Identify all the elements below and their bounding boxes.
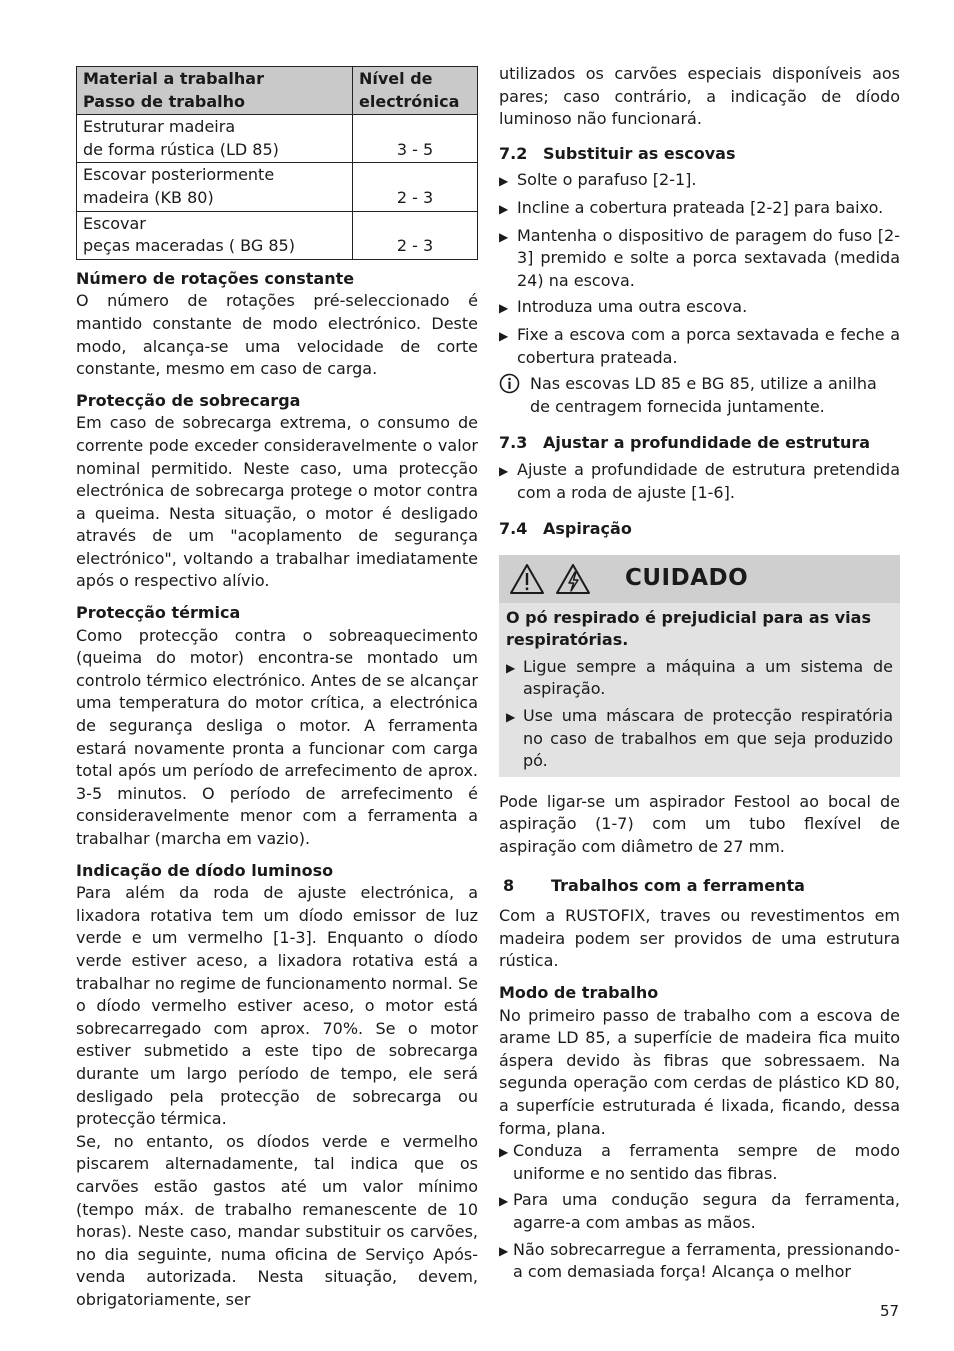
work-mode-heading: Modo de trabalho: [499, 983, 659, 1002]
list-item: [499, 225, 900, 293]
section-title: Aspiração: [543, 519, 632, 539]
led-text-1: Para além da roda de ajuste electrónica, a lixadora rotativa tem um díodo emissor de luz verde e um vermelho [1-3]. Enquanto o díodo verde estiver aceso, a lixadora rotativa está a trabalhar no regime de funcionamento normal. Se o díodo vermelho estiver aceso, o motor está sobrecarregado com aprox. 70%. Se o motor estiver submetido a este tipo de sobrecarga durante um largo período de tempo, ele será desligado pela protecção de sobrecarga ou protecção térmica.: [76, 883, 478, 1129]
header-material: Material a trabalhar Passo de trabalho: [77, 67, 353, 115]
list-item-text: Mantenha o dispositivo de paragem do fuso [2-3] premido e solte a porca sextavada (medida 24) na escova.: [517, 225, 900, 290]
list-item-text: Fixe a escova com a porca sextavada e feche a cobertura prateada.: [517, 324, 900, 367]
thermal-heading: Protecção térmica: [76, 603, 241, 623]
continued-text: utilizados os carvões especiais disponíveis aos pares; caso contrário, a indicação de díodo luminoso não funcionará.: [499, 64, 900, 129]
list-item: [499, 324, 900, 369]
table-row: [77, 163, 478, 211]
bullet-arrow-icon: ▶: [499, 1194, 509, 1209]
row-level: 2 - 3: [353, 163, 478, 211]
info-note: [499, 373, 900, 418]
section-title: Substituir as escovas: [543, 143, 736, 163]
led-text-2: Se, no entanto, os díodos verde e vermelho piscarem alternadamente, tal indica que os carvões estão gastos até um valor mínimo (tempo máx. de trabalho remanescente de 10 horas). Neste caso, mandar substituir os carvões, no dia seguinte, numa oficina de Serviço Após-venda autorizada. Nesta situação, devem, obrigatoriamente, ser: [76, 1131, 478, 1309]
warning-header: [499, 555, 900, 603]
list-item: [499, 1140, 900, 1185]
section-number: 8: [503, 875, 515, 895]
list-item-text: Conduza a ferramenta sempre de modo uniforme e no sentido das fibras.: [513, 1141, 900, 1183]
list-item-text: Ligue sempre a máquina a um sistema de aspiração.: [523, 656, 893, 699]
list-item: [506, 656, 893, 701]
section-8-heading: [499, 875, 900, 898]
bullet-arrow-icon: ▶: [499, 1243, 509, 1258]
electronics-table: [76, 66, 478, 260]
section-number: 7.2: [499, 143, 528, 163]
bullet-arrow-icon: ▶: [499, 1145, 509, 1160]
list-item-text: Não sobrecarregue a ferramenta, pressionando-a com demasiada força! Alcança o melhor: [513, 1239, 900, 1282]
work-mode-text: No primeiro passo de trabalho com a escova de arame LD 85, a superfície de madeira fica muito áspera devido às fibras que sobressaem. Na segunda operação com cerdas de plástico KD 80, a superfície estruturada é lixada, ficando, dessa forma, plana.: [499, 1005, 900, 1138]
section-number: 7.4: [499, 519, 528, 539]
warning-triangle-icon: [509, 563, 545, 595]
row-material: Escovar peças maceradas ( BG 85): [77, 211, 353, 259]
info-icon: [499, 373, 530, 418]
list-item-text: Incline a cobertura prateada [2-2] para baixo.: [517, 197, 884, 217]
section-8-text: Com a RUSTOFIX, traves ou revestimentos em madeira podem ser providos de uma estrutura rústica.: [499, 906, 900, 971]
list-item: [506, 705, 893, 773]
section-7-2-heading: [499, 143, 900, 166]
header-level: Nível de electrónica: [353, 67, 478, 115]
row-material: Estruturar madeira de forma rústica (LD 85): [77, 115, 353, 163]
section-number: 7.3: [499, 433, 528, 453]
left-column: [76, 66, 478, 1311]
led-heading: Indicação de díodo luminoso: [76, 860, 334, 880]
warning-title: CUIDADO: [625, 565, 749, 592]
list-item-text: Solte o parafuso [2-1].: [517, 170, 697, 190]
bullet-arrow-icon: ▶: [499, 328, 509, 343]
bullet-arrow-icon: ▶: [499, 201, 509, 216]
info-text: Nas escovas LD 85 e BG 85, utilize a anilha de centragem fornecida juntamente.: [530, 374, 877, 416]
constant-speed-heading: Número de rotações constante: [76, 268, 355, 288]
aspiration-text: Pode ligar-se um aspirador Festool ao bocal de aspiração (1-7) com um tubo flexível de aspiração com diâmetro de 27 mm.: [499, 791, 900, 857]
list-item-text: Ajuste a profundidade de estrutura pretendida com a roda de ajuste [1-6].: [517, 459, 900, 502]
constant-speed-text: O número de rotações pré-seleccionado é mantido constante de modo electrónico. Deste modo, alcança-se uma velocidade de corte constante, mesmo em caso de carga.: [76, 291, 478, 379]
bullet-arrow-icon: ▶: [506, 710, 516, 725]
page-number: 57: [880, 1302, 900, 1320]
list-item: [499, 169, 900, 193]
section-7-3-heading: [499, 432, 900, 455]
row-level: 2 - 3: [353, 211, 478, 259]
list-item: [499, 459, 900, 504]
section-7-4-heading: [499, 518, 900, 541]
list-item-text: Para uma condução segura da ferramenta, agarre-a com ambas as mãos.: [513, 1190, 900, 1232]
overload-text: Em caso de sobrecarga extrema, o consumo de corrente pode exceder consideravelmente o valor nominal permitido. Neste caso, uma protecção electrónica de sobrecarga protege o motor contra a queima. Nesta situação, o motor é desligado através de um "acoplamento de segurança electrónico", voltando a trabalhar imediatamente após o respectivo alívio.: [76, 413, 478, 591]
section-title: Ajustar a profundidade de estrutura: [543, 433, 871, 453]
list-item: [499, 197, 900, 221]
bullet-arrow-icon: ▶: [506, 660, 516, 675]
electric-hazard-icon: [555, 563, 591, 595]
row-level: 3 - 5: [353, 115, 478, 163]
bullet-arrow-icon: ▶: [499, 174, 509, 189]
overload-heading: Protecção de sobrecarga: [76, 390, 301, 410]
list-item-text: Introduza uma outra escova.: [517, 297, 748, 317]
list-item: [499, 296, 900, 320]
table-row: [77, 115, 478, 163]
warning-bold-text: O pó respirado é prejudicial para as vias respiratórias.: [506, 607, 871, 650]
thermal-text: Como protecção contra o sobreaquecimento (queima do motor) encontra-se montado um controlo térmico electrónico. Antes de se alcançar uma temperatura do motor crítica, a electrónica de segurança desliga o motor. A ferramenta estará novamente pronta a funcionar com carga total após um período de arrefecimento de aprox. 3-5 minutos. O período de arrefecimento é consideravelmente menor com a ferramenta a trabalhar (marcha em vazio).: [76, 625, 478, 848]
list-item: [499, 1239, 900, 1284]
warning-box: [499, 555, 900, 777]
right-column: [499, 63, 900, 1284]
bullet-arrow-icon: ▶: [499, 229, 509, 244]
table-header: [77, 67, 478, 115]
list-item-text: Use uma máscara de protecção respiratória no caso de trabalhos em que seja produzido pó.: [523, 706, 893, 771]
row-material: Escovar posteriormente madeira (KB 80): [77, 163, 353, 211]
bullet-arrow-icon: ▶: [499, 301, 509, 316]
bullet-arrow-icon: ▶: [499, 463, 509, 478]
list-item: [499, 1189, 900, 1234]
table-row: [77, 211, 478, 259]
section-title: Trabalhos com a ferramenta: [551, 875, 805, 895]
